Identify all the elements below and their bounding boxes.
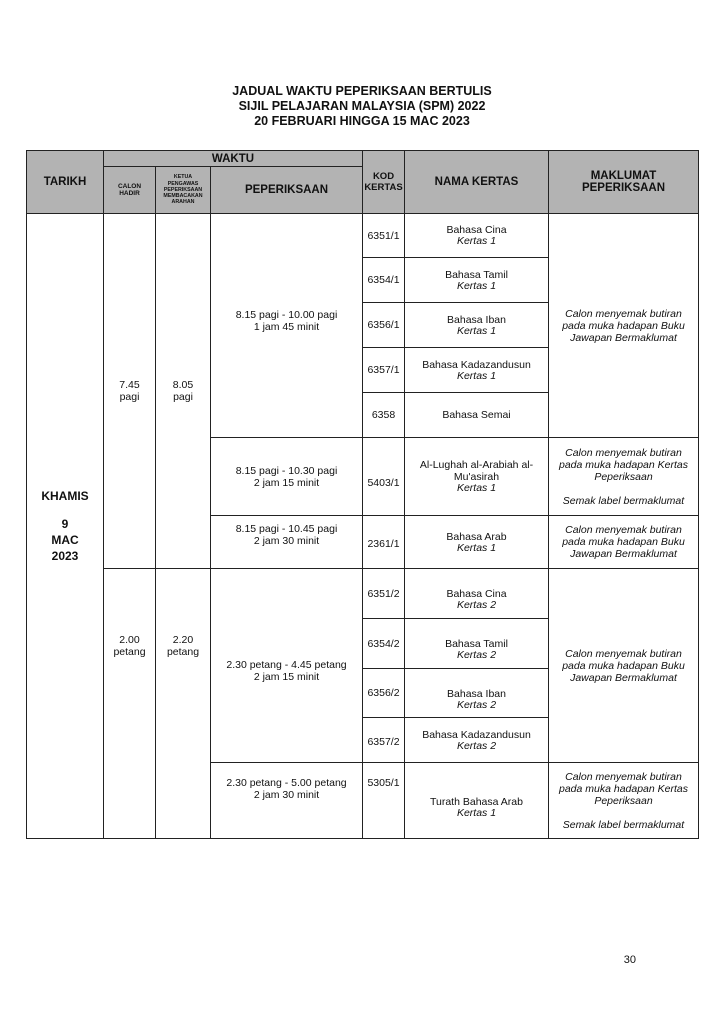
nama-kertas: Turath Bahasa Arab	[429, 796, 523, 808]
nama-kertas: Bahasa Cina	[446, 224, 507, 236]
tarikh-date: 9	[61, 517, 69, 531]
maklumat-line-1: Calon menyemak butiran	[565, 647, 682, 660]
maklumat-line-2: pada muka hadapan Kertas	[558, 782, 688, 795]
nama-kertas: Bahasa Arab	[446, 530, 507, 543]
kertas-number: Kertas 1	[456, 279, 497, 292]
morning-group-3-duration: 2 jam 30 minit	[253, 535, 320, 547]
maklumat-afternoon-group-2	[549, 763, 699, 839]
kertas-number: Kertas 1	[456, 235, 497, 247]
nama-kertas-line-1: Al-Lughah al-Arabiah al-	[419, 459, 534, 471]
kertas-number: Kertas 1	[456, 369, 497, 382]
maklumat-line-4: Semak label bermaklumat	[562, 494, 685, 507]
header-nama-kertas: NAMA KERTAS	[405, 151, 549, 214]
nama-kertas: Bahasa Tamil	[445, 268, 508, 281]
maklumat-line-3: Jawapan Bermaklumat	[570, 548, 677, 560]
kod-6351-1: 6351/1	[363, 214, 405, 258]
afternoon-calon-hadir	[104, 569, 156, 839]
maklumat-morning-group-2	[549, 438, 699, 516]
afternoon-group-1-time	[211, 569, 363, 763]
kod-6358: 6358	[363, 393, 405, 438]
nama-kertas: Bahasa Kadazandusun	[422, 358, 531, 371]
morning-group-3-time	[211, 516, 363, 569]
nama-kertas-cell	[405, 214, 549, 258]
morning-group-2-time	[211, 438, 363, 516]
nama-kertas-cell	[405, 303, 549, 348]
nama-kertas-cell	[405, 718, 549, 763]
header-calon-line-2: HADIR	[119, 190, 140, 197]
nama-kertas-cell	[405, 438, 549, 516]
header-ketua-pengawas	[156, 167, 211, 214]
header-calon-hadir	[104, 167, 156, 214]
header-kod-line-1: KOD	[372, 171, 395, 182]
afternoon-group-2-time	[211, 763, 363, 839]
morning-group-1-duration: 1 jam 45 minit	[253, 320, 320, 333]
maklumat-line-2: pada muka hadapan Kertas	[558, 458, 688, 471]
maklumat-line-1: Calon menyemak butiran	[565, 524, 682, 536]
kertas-number: Kertas 1	[456, 482, 497, 494]
kertas-number: Kertas 2	[456, 698, 497, 711]
maklumat-line-1: Calon menyemak butiran	[565, 770, 682, 783]
afternoon-group-1-time-range: 2.30 petang - 4.45 petang	[226, 658, 347, 671]
kod-6356-1: 6356/1	[363, 303, 405, 348]
header-peperiksaan: PEPERIKSAAN	[211, 167, 363, 214]
maklumat-line-1: Calon menyemak butiran	[565, 307, 682, 320]
nama-kertas-cell	[405, 569, 549, 619]
tarikh-cell	[27, 214, 104, 839]
exam-schedule-table	[26, 150, 699, 839]
kertas-number: Kertas 1	[456, 807, 497, 819]
nama-kertas: Bahasa Kadazandusun	[422, 728, 531, 741]
nama-kertas-line-2: Mu'asirah	[453, 471, 500, 483]
nama-kertas: Bahasa Semai	[405, 393, 549, 438]
nama-kertas-cell	[405, 763, 549, 839]
kod-6356-2: 6356/2	[363, 669, 405, 718]
title-line-2: SIJIL PELAJARAN MALAYSIA (SPM) 2022	[238, 99, 486, 113]
nama-kertas-cell	[405, 669, 549, 718]
afternoon-ketua-pengawas	[156, 569, 211, 839]
header-ketua-line-5: ARAHAN	[171, 199, 195, 206]
maklumat-afternoon-group-1	[549, 569, 699, 763]
header-kod-line-2: KERTAS	[364, 182, 403, 193]
tarikh-year: 2023	[51, 549, 79, 563]
kertas-number: Kertas 2	[456, 599, 497, 611]
morning-group-3-time-range: 8.15 pagi - 10.45 pagi	[235, 523, 338, 535]
header-calon-line-1: CALON	[117, 182, 142, 190]
kertas-number: Kertas 1	[456, 541, 497, 554]
maklumat-line-2: pada muka hadapan Buku	[562, 659, 685, 672]
maklumat-line-3: Jawapan Bermaklumat	[570, 331, 677, 344]
maklumat-line-2: pada muka hadapan Buku	[562, 536, 685, 548]
maklumat-morning-group-1	[549, 214, 699, 438]
kertas-number: Kertas 2	[456, 739, 497, 752]
tarikh-day: KHAMIS	[41, 489, 89, 503]
maklumat-morning-group-3	[549, 516, 699, 569]
header-ketua-line-4: MEMBACAKAN	[163, 193, 203, 200]
header-maklumat-line-2: PEPERIKSAAN	[581, 182, 666, 194]
nama-kertas: Bahasa Iban	[447, 687, 506, 700]
morning-calon-hadir	[104, 214, 156, 569]
kertas-number: Kertas 2	[456, 649, 497, 661]
header-ketua-line-1: KETUA	[173, 174, 193, 181]
header-maklumat-line-1: MAKLUMAT	[590, 170, 657, 182]
header-tarikh: TARIKH	[27, 151, 104, 214]
kod-5403-1: 5403/1	[363, 438, 405, 516]
maklumat-line-2: pada muka hadapan Buku	[562, 319, 685, 332]
nama-kertas-cell	[405, 619, 549, 669]
kod-6357-2: 6357/2	[363, 718, 405, 763]
morning-ketua-pengawas	[156, 214, 211, 569]
morning-group-1-time-range: 8.15 pagi - 10.00 pagi	[235, 308, 338, 321]
morning-ketua-period: pagi	[173, 391, 193, 403]
morning-group-1-time	[211, 214, 363, 438]
afternoon-group-2-time-range: 2.30 petang - 5.00 petang	[226, 776, 347, 789]
afternoon-ketua-period: petang	[166, 645, 200, 658]
nama-kertas-cell	[405, 516, 549, 569]
kod-6354-2: 6354/2	[363, 619, 405, 669]
nama-kertas-cell	[405, 348, 549, 393]
title-line-1: JADUAL WAKTU PEPERIKSAAN BERTULIS	[232, 84, 492, 98]
kod-6351-2: 6351/2	[363, 569, 405, 619]
maklumat-line-3: Peperiksaan	[594, 470, 653, 483]
morning-group-2-time-range: 8.15 pagi - 10.30 pagi	[235, 464, 338, 477]
tarikh-month: MAC	[51, 533, 79, 547]
kod-5305-1: 5305/1	[363, 763, 405, 839]
morning-calon-time: 7.45	[119, 379, 140, 391]
header-kod-kertas	[363, 151, 405, 214]
header-waktu: WAKTU	[104, 151, 363, 167]
nama-kertas: Bahasa Tamil	[445, 638, 508, 650]
header-ketua-line-2: PENGAWAS	[167, 180, 199, 187]
kertas-number: Kertas 1	[456, 324, 497, 337]
table-row	[27, 569, 699, 619]
table-row	[27, 214, 699, 258]
nama-kertas-cell	[405, 258, 549, 303]
morning-group-2-duration: 2 jam 15 minit	[253, 476, 320, 489]
afternoon-calon-period: petang	[113, 645, 146, 658]
kod-2361-1: 2361/1	[363, 516, 405, 569]
nama-kertas: Bahasa Cina	[446, 588, 507, 600]
maklumat-line-3: Jawapan Bermaklumat	[570, 671, 677, 684]
afternoon-calon-time: 2.00	[119, 633, 140, 646]
nama-kertas: Bahasa Iban	[447, 313, 506, 326]
maklumat-line-3: Peperiksaan	[594, 794, 653, 807]
morning-ketua-time: 8.05	[172, 379, 194, 391]
kod-6354-1: 6354/1	[363, 258, 405, 303]
afternoon-ketua-time: 2.20	[172, 633, 194, 646]
page-number: 30	[623, 954, 636, 966]
header-ketua-line-3: PEPERIKSAAN	[163, 186, 203, 193]
document-title	[0, 84, 724, 129]
maklumat-line-4: Semak label bermaklumat	[562, 818, 685, 831]
kod-6357-1: 6357/1	[363, 348, 405, 393]
maklumat-line-1: Calon menyemak butiran	[565, 446, 682, 459]
morning-calon-period: pagi	[119, 391, 140, 403]
afternoon-group-2-duration: 2 jam 30 minit	[253, 788, 320, 801]
header-maklumat-peperiksaan	[549, 151, 699, 214]
title-line-3: 20 FEBRUARI HINGGA 15 MAC 2023	[254, 114, 470, 128]
afternoon-group-1-duration: 2 jam 15 minit	[253, 670, 320, 683]
